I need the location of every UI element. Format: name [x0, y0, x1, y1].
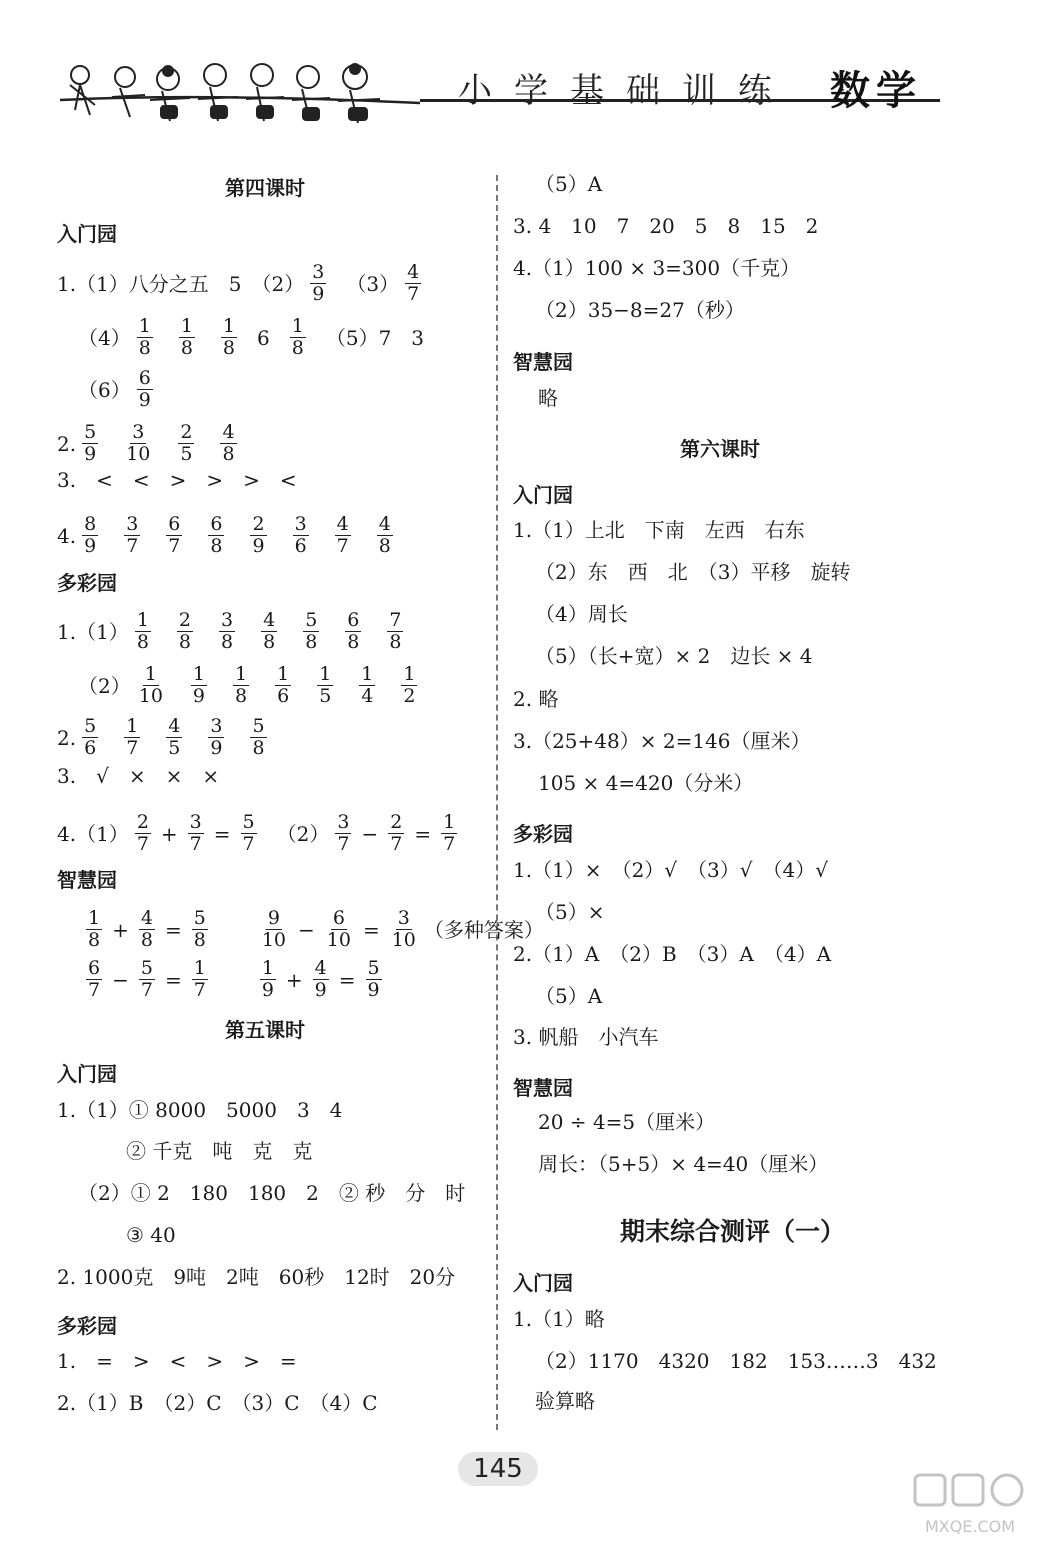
answer-line: 4.（1）100 × 3=300（千克） — [513, 256, 801, 280]
final-exam-title: 期末综合测评（一） — [620, 1217, 846, 1246]
answer-line: （6） $\frac{6}{9}$ — [78, 367, 151, 411]
column-divider — [496, 175, 498, 1430]
answer-line: 1.（1）① 8000 5000 3 4 — [57, 1098, 343, 1122]
answer-line: 验算略 — [535, 1389, 595, 1413]
answer-line: （2）1170 4320 182 153……3 432 — [535, 1349, 937, 1373]
answer-line: 3. < < > > > < — [57, 468, 297, 492]
answer-line: 3. 帆船 小汽车 — [513, 1025, 659, 1049]
book-title: 小学基础训练 — [458, 71, 794, 111]
answer-line: （4）周长 — [535, 602, 628, 626]
answer-line: （2）35−8=27（秒） — [535, 298, 745, 322]
answer-line: （2）东 西 北 （3）平移 旋转 — [535, 560, 851, 584]
section-zhihui: 智慧园 — [57, 868, 117, 892]
answer-line: 4. $\frac{8}{9}$ $\frac{3}{7}$ $\frac{6}{7}$ $\frac{6}{8}$ $\frac{2}{9}$ $\frac{3}{6}$ $\frac{4}{7}$ $\frac{4}{8}$ — [57, 513, 391, 557]
answer-line: （2） $\frac{1}{10}$ $\frac{1}{9}$ $\frac{1}{8}$ $\frac{1}{6}$ $\frac{1}{5}$ $\frac{1}{4}$ $\frac{1}{2}$ — [78, 663, 416, 707]
answer-line: 2. 略 — [513, 687, 559, 711]
kids-tug-of-war-illustration — [50, 55, 430, 130]
answer-line: （5）A — [535, 172, 603, 196]
lesson-5-title: 第五课时 — [225, 1018, 305, 1042]
answer-line: $\frac{1}{8}$ + $\frac{4}{8}$ = $\frac{5}{8}$ $\frac{9}{10}$ − $\frac{6}{10}$ = $\frac{3}{10}$ （多种答案） — [88, 907, 544, 951]
section-rumen: 入门园 — [513, 483, 573, 507]
section-zhihui: 智慧园 — [513, 350, 573, 374]
answer-line: 3. 4 10 7 20 5 8 15 2 — [513, 214, 819, 238]
answer-line: （5）A — [535, 984, 603, 1008]
subject-title: 数学 — [830, 68, 922, 114]
section-rumen: 入门园 — [57, 1062, 117, 1086]
section-duocai: 多彩园 — [513, 822, 573, 846]
section-duocai: 多彩园 — [57, 1314, 117, 1338]
answer-line: 2. $\frac{5}{6}$ $\frac{1}{7}$ $\frac{4}{5}$ $\frac{3}{9}$ $\frac{5}{8}$ — [57, 715, 265, 759]
lesson-4-title: 第四课时 — [225, 176, 305, 200]
answer-line: 105 × 4=420（分米） — [538, 771, 754, 795]
answer-line: 3.（25+48）× 2=146（厘米） — [513, 729, 811, 753]
section-rumen: 入门园 — [513, 1271, 573, 1295]
answer-line: 1. = > < > > = — [57, 1349, 297, 1373]
answer-line: 1.（1）八分之五 5 （2） $\frac{3}{9}$ （3） $\frac{4}{7}$ — [57, 261, 420, 305]
answer-line: 2.（1）A （2）B （3）A （4）A — [513, 942, 832, 966]
answer-line: 1.（1） $\frac{1}{8}$ $\frac{2}{8}$ $\frac{3}{8}$ $\frac{4}{8}$ $\frac{5}{8}$ $\frac{6}{8}$ $\frac{7}{8}$ — [57, 609, 402, 653]
answer-line: （2）① 2 180 180 2 ② 秒 分 时 — [78, 1181, 466, 1205]
section-rumen: 入门园 — [57, 222, 117, 246]
answer-line: 1.（1）× （2）√ （3）√ （4）√ — [513, 858, 828, 882]
watermark-logo — [905, 1470, 1035, 1540]
answer-line: 4.（1） $\frac{2}{7}$ + $\frac{3}{7}$ = $\frac{5}{7}$ （2） $\frac{3}{7}$ − $\frac{2}{7}$ = $\frac{1}{7}$ — [57, 811, 456, 855]
answer-line: 2. 1000克 9吨 2吨 60秒 12时 20分 — [57, 1265, 456, 1289]
lesson-6-title: 第六课时 — [680, 437, 760, 461]
answer-line: 3. √ × × × — [57, 764, 220, 788]
answer-line: 20 ÷ 4=5（厘米） — [538, 1110, 716, 1134]
answer-line: （5）× — [535, 900, 605, 924]
svg-text:MXQE.COM: MXQE.COM — [924, 1517, 1016, 1536]
answer-line: ② 千克 吨 克 克 — [126, 1139, 313, 1163]
answer-line: 周长：（5+5）× 4=40（厘米） — [538, 1152, 829, 1176]
answer-line: 2. $\frac{5}{9}$ $\frac{3}{10}$ $\frac{2}{5}$ $\frac{4}{8}$ — [57, 421, 235, 465]
section-zhihui: 智慧园 — [513, 1076, 573, 1100]
answer-line: 2.（1）B （2）C （3）C （4）C — [57, 1391, 378, 1415]
answer-line: （4） $\frac{1}{8}$ $\frac{1}{8}$ $\frac{1}{8}$ 6 $\frac{1}{8}$ （5）7 3 — [78, 315, 425, 359]
page-header — [50, 55, 940, 130]
section-duocai: 多彩园 — [57, 571, 117, 595]
answer-line: 略 — [538, 386, 558, 410]
answer-line: （5）（长+宽）× 2 边长 × 4 — [535, 644, 813, 668]
answer-line: 1.（1）略 — [513, 1307, 605, 1331]
page-number: 145 — [458, 1452, 538, 1486]
answer-line: ③ 40 — [126, 1223, 176, 1247]
answer-line: 1.（1）上北 下南 左西 右东 — [513, 518, 805, 542]
answer-line: $\frac{6}{7}$ − $\frac{5}{7}$ = $\frac{1}{7}$ $\frac{1}{9}$ + $\frac{4}{9}$ = $\frac{5}{9}$ — [88, 957, 380, 1001]
